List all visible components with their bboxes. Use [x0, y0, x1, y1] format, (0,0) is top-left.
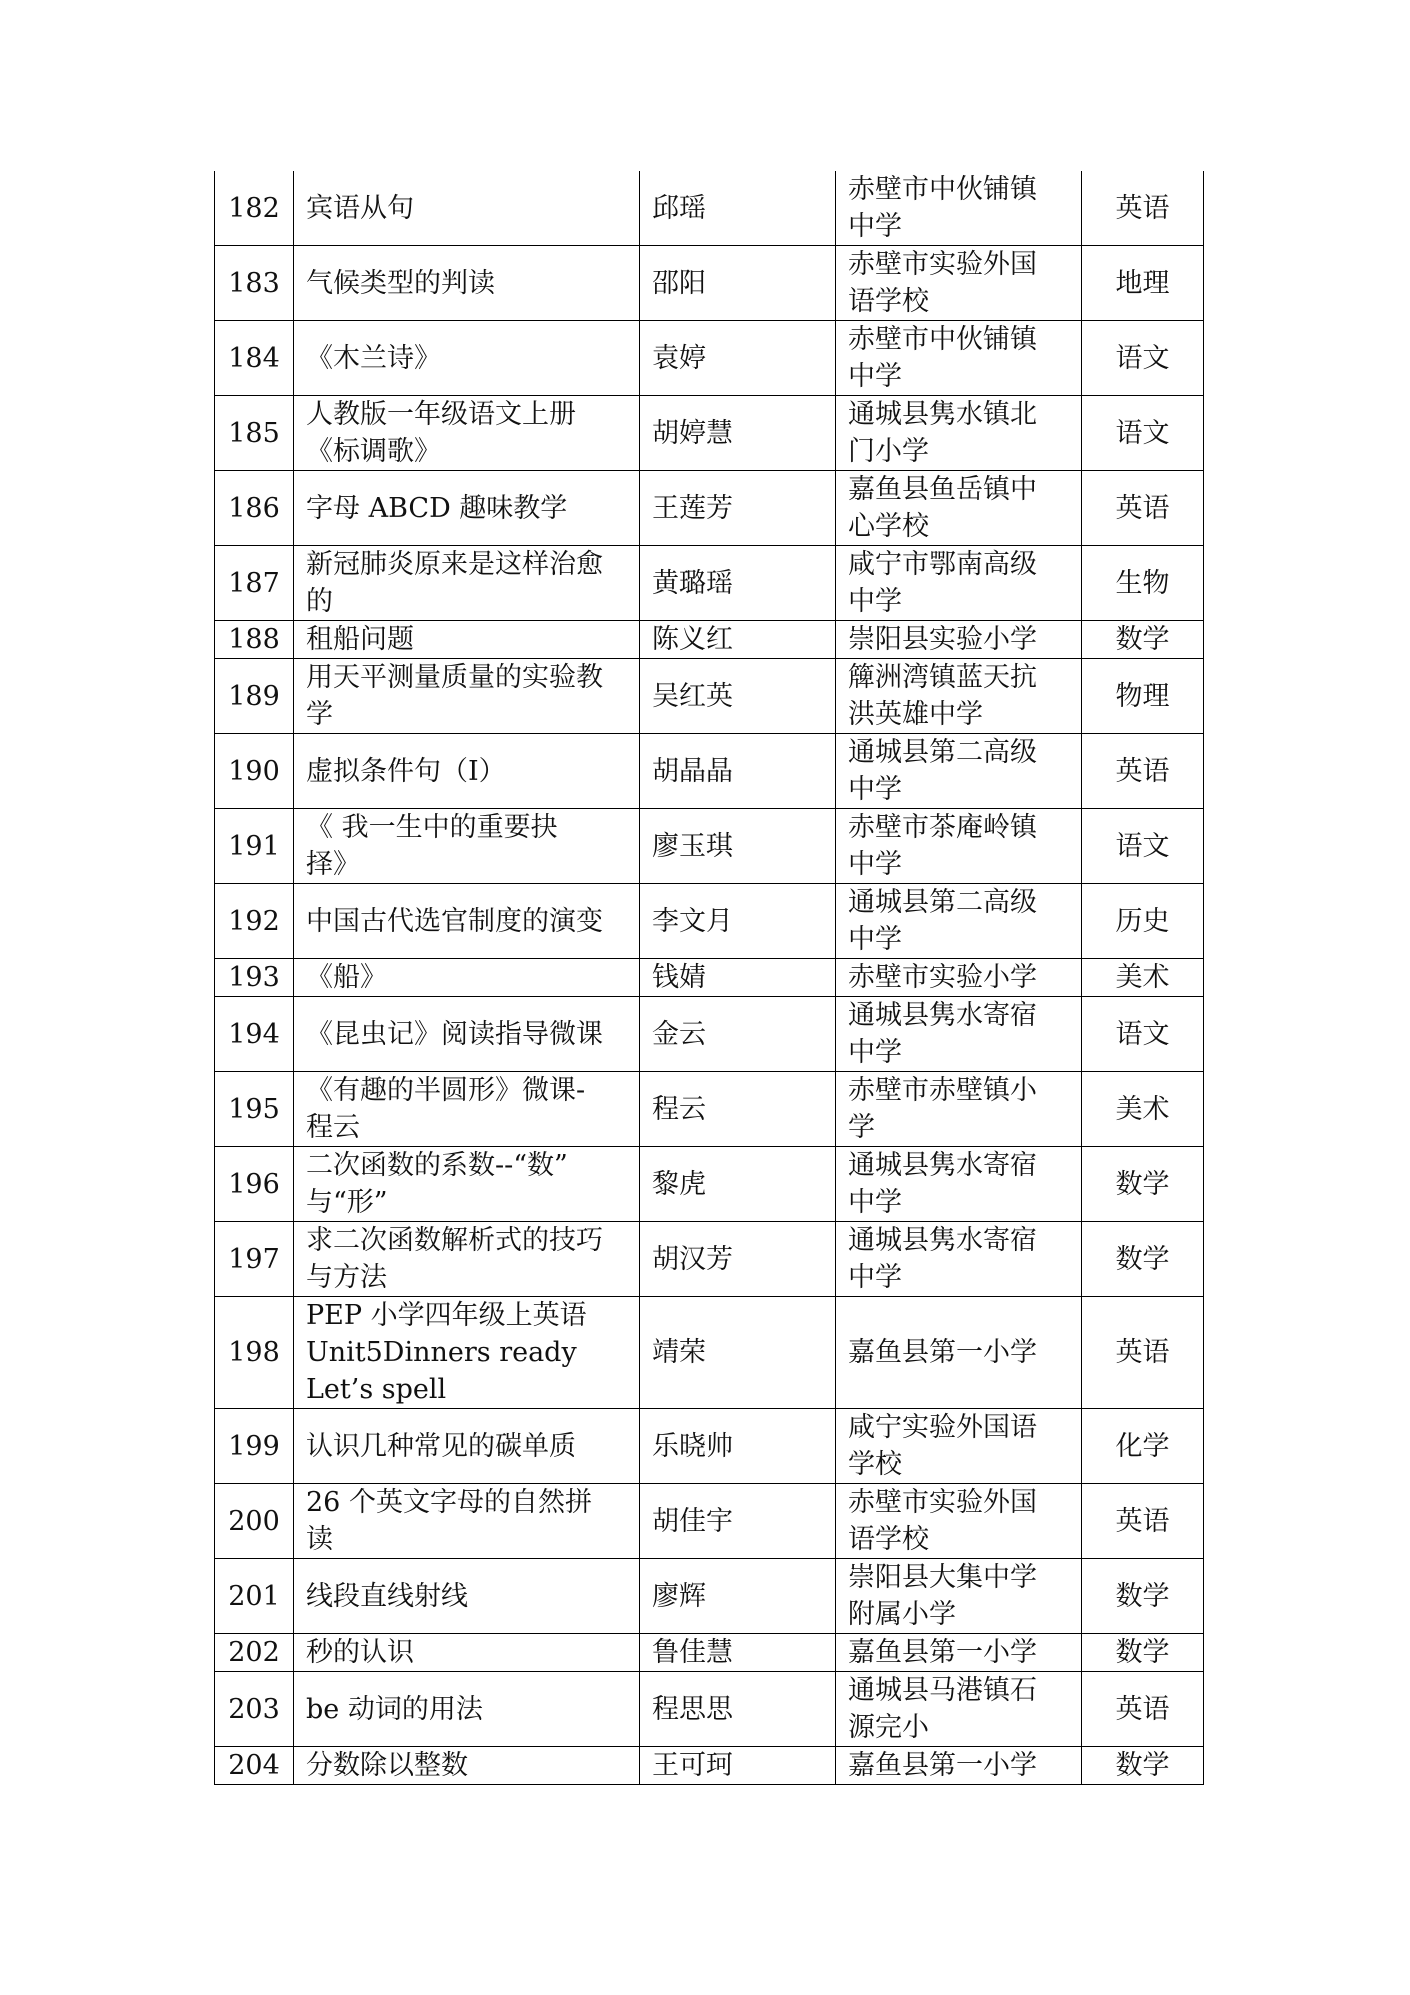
table-row [215, 321, 1204, 396]
cell-subject: 语文 [1082, 396, 1204, 471]
cell-school: 通城县隽水镇北 门小学 [836, 396, 1082, 471]
cell-course-title: PEP 小学四年级上英语 Unit5Dinners ready Let’s spell [294, 1297, 640, 1409]
cell-course-title: 《有趣的半圆形》微课- 程云 [294, 1072, 640, 1147]
cell-school: 通城县隽水寄宿 中学 [836, 1222, 1082, 1297]
table-row [215, 1559, 1204, 1634]
cell-subject: 化学 [1082, 1409, 1204, 1484]
cell-school: 通城县马港镇石 源完小 [836, 1672, 1082, 1747]
cell-teacher: 邱瑶 [640, 171, 836, 246]
cell-course-title: 求二次函数解析式的技巧 与方法 [294, 1222, 640, 1297]
cell-school: 赤壁市赤壁镇小 学 [836, 1072, 1082, 1147]
cell-number: 183 [215, 246, 294, 321]
cell-subject: 历史 [1082, 884, 1204, 959]
cell-course-title: 人教版一年级语文上册 《标调歌》 [294, 396, 640, 471]
cell-number: 196 [215, 1147, 294, 1222]
cell-school: 崇阳县实验小学 [836, 621, 1082, 659]
table-row [215, 1484, 1204, 1559]
cell-subject: 英语 [1082, 471, 1204, 546]
cell-number: 199 [215, 1409, 294, 1484]
table-row [215, 1297, 1204, 1409]
cell-number: 194 [215, 997, 294, 1072]
cell-subject: 数学 [1082, 1222, 1204, 1297]
cell-school: 赤壁市实验外国 语学校 [836, 246, 1082, 321]
table-row [215, 546, 1204, 621]
cell-number: 186 [215, 471, 294, 546]
cell-teacher: 钱婧 [640, 959, 836, 997]
cell-number: 184 [215, 321, 294, 396]
cell-course-title: 二次函数的系数--“数” 与“形” [294, 1147, 640, 1222]
cell-school: 嘉鱼县第一小学 [836, 1297, 1082, 1409]
cell-subject: 英语 [1082, 734, 1204, 809]
cell-school: 嘉鱼县第一小学 [836, 1634, 1082, 1672]
cell-course-title: 认识几种常见的碳单质 [294, 1409, 640, 1484]
table-row [215, 959, 1204, 997]
cell-number: 191 [215, 809, 294, 884]
cell-number: 190 [215, 734, 294, 809]
cell-subject: 数学 [1082, 1147, 1204, 1222]
cell-course-title: 气候类型的判读 [294, 246, 640, 321]
cell-teacher: 乐晓帅 [640, 1409, 836, 1484]
cell-teacher: 胡婷慧 [640, 396, 836, 471]
cell-number: 192 [215, 884, 294, 959]
cell-school: 赤壁市实验外国 语学校 [836, 1484, 1082, 1559]
cell-subject: 语文 [1082, 321, 1204, 396]
cell-subject: 物理 [1082, 659, 1204, 734]
table-row [215, 1634, 1204, 1672]
cell-number: 189 [215, 659, 294, 734]
table-body [215, 171, 1204, 1785]
table-row [215, 471, 1204, 546]
table-row [215, 1672, 1204, 1747]
cell-number: 193 [215, 959, 294, 997]
cell-teacher: 吴红英 [640, 659, 836, 734]
table-row [215, 171, 1204, 246]
table-row [215, 1072, 1204, 1147]
table-row [215, 997, 1204, 1072]
table-row [215, 246, 1204, 321]
cell-teacher: 程云 [640, 1072, 836, 1147]
cell-number: 198 [215, 1297, 294, 1409]
cell-teacher: 邵阳 [640, 246, 836, 321]
table-row [215, 1409, 1204, 1484]
cell-school: 通城县第二高级 中学 [836, 734, 1082, 809]
table-row [215, 734, 1204, 809]
table-row [215, 809, 1204, 884]
cell-number: 182 [215, 171, 294, 246]
cell-course-title: 分数除以整数 [294, 1747, 640, 1785]
cell-teacher: 王莲芳 [640, 471, 836, 546]
cell-school: 赤壁市茶庵岭镇 中学 [836, 809, 1082, 884]
cell-subject: 英语 [1082, 1297, 1204, 1409]
cell-school: 簰洲湾镇蓝天抗 洪英雄中学 [836, 659, 1082, 734]
cell-subject: 英语 [1082, 1484, 1204, 1559]
table-row [215, 621, 1204, 659]
cell-school: 通城县隽水寄宿 中学 [836, 997, 1082, 1072]
cell-teacher: 王可珂 [640, 1747, 836, 1785]
cell-course-title: 秒的认识 [294, 1634, 640, 1672]
cell-teacher: 廖玉琪 [640, 809, 836, 884]
table-row [215, 1147, 1204, 1222]
cell-number: 188 [215, 621, 294, 659]
cell-number: 197 [215, 1222, 294, 1297]
cell-number: 204 [215, 1747, 294, 1785]
cell-number: 195 [215, 1072, 294, 1147]
cell-subject: 英语 [1082, 171, 1204, 246]
cell-course-title: 《船》 [294, 959, 640, 997]
cell-subject: 数学 [1082, 1634, 1204, 1672]
cell-teacher: 袁婷 [640, 321, 836, 396]
cell-course-title: 《 我一生中的重要抉 择》 [294, 809, 640, 884]
cell-number: 185 [215, 396, 294, 471]
cell-subject: 数学 [1082, 1559, 1204, 1634]
cell-teacher: 程思思 [640, 1672, 836, 1747]
cell-number: 200 [215, 1484, 294, 1559]
cell-teacher: 鲁佳慧 [640, 1634, 836, 1672]
cell-course-title: 《昆虫记》阅读指导微课 [294, 997, 640, 1072]
cell-teacher: 李文月 [640, 884, 836, 959]
cell-teacher: 胡佳宇 [640, 1484, 836, 1559]
cell-school: 崇阳县大集中学 附属小学 [836, 1559, 1082, 1634]
cell-number: 201 [215, 1559, 294, 1634]
table-row [215, 659, 1204, 734]
cell-school: 咸宁实验外国语 学校 [836, 1409, 1082, 1484]
cell-number: 187 [215, 546, 294, 621]
cell-subject: 语文 [1082, 809, 1204, 884]
cell-teacher: 胡晶晶 [640, 734, 836, 809]
cell-subject: 英语 [1082, 1672, 1204, 1747]
cell-course-title: 租船问题 [294, 621, 640, 659]
table-row [215, 1747, 1204, 1785]
cell-teacher: 廖辉 [640, 1559, 836, 1634]
table-row [215, 1222, 1204, 1297]
cell-school: 通城县第二高级 中学 [836, 884, 1082, 959]
cell-course-title: 《木兰诗》 [294, 321, 640, 396]
cell-teacher: 黎虎 [640, 1147, 836, 1222]
cell-school: 通城县隽水寄宿 中学 [836, 1147, 1082, 1222]
cell-course-title: 中国古代选官制度的演变 [294, 884, 640, 959]
cell-subject: 语文 [1082, 997, 1204, 1072]
cell-subject: 数学 [1082, 1747, 1204, 1785]
cell-teacher: 陈义红 [640, 621, 836, 659]
cell-subject: 美术 [1082, 959, 1204, 997]
cell-teacher: 胡汉芳 [640, 1222, 836, 1297]
cell-course-title: 线段直线射线 [294, 1559, 640, 1634]
cell-number: 202 [215, 1634, 294, 1672]
cell-school: 赤壁市中伙铺镇 中学 [836, 171, 1082, 246]
cell-subject: 美术 [1082, 1072, 1204, 1147]
cell-subject: 地理 [1082, 246, 1204, 321]
cell-course-title: 虚拟条件句（Ⅰ） [294, 734, 640, 809]
cell-school: 嘉鱼县第一小学 [836, 1747, 1082, 1785]
cell-course-title: 新冠肺炎原来是这样治愈 的 [294, 546, 640, 621]
cell-subject: 数学 [1082, 621, 1204, 659]
cell-course-title: 宾语从句 [294, 171, 640, 246]
cell-teacher: 金云 [640, 997, 836, 1072]
table-row [215, 396, 1204, 471]
cell-school: 赤壁市中伙铺镇 中学 [836, 321, 1082, 396]
cell-number: 203 [215, 1672, 294, 1747]
cell-course-title: 26 个英文字母的自然拼 读 [294, 1484, 640, 1559]
cell-course-title: 用天平测量质量的实验教 学 [294, 659, 640, 734]
table-row [215, 884, 1204, 959]
cell-school: 嘉鱼县鱼岳镇中 心学校 [836, 471, 1082, 546]
cell-course-title: be 动词的用法 [294, 1672, 640, 1747]
award-list-table [214, 171, 1204, 1785]
cell-course-title: 字母 ABCD 趣味教学 [294, 471, 640, 546]
cell-subject: 生物 [1082, 546, 1204, 621]
cell-teacher: 黄璐瑶 [640, 546, 836, 621]
cell-school: 赤壁市实验小学 [836, 959, 1082, 997]
cell-school: 咸宁市鄂南高级 中学 [836, 546, 1082, 621]
cell-teacher: 靖荣 [640, 1297, 836, 1409]
